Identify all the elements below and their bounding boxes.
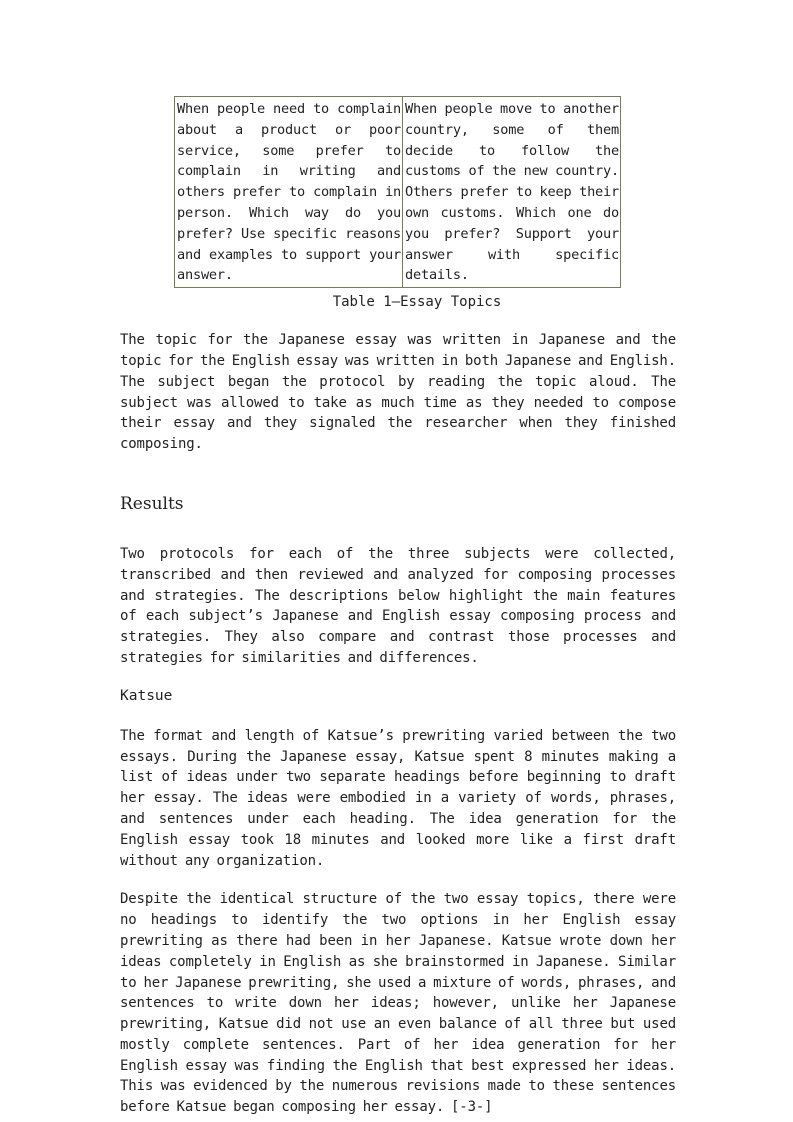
topic-cell-complaint: When people need to complain about a product or poor service, some prefer to complain in writing and others prefer to complain in person. Which way do you prefer? Use specific reasons and examples to support your answer. bbox=[175, 97, 403, 288]
paragraph-protocols: Two protocols for each of the three subjects were collected, transcribed and then reviewed and analyzed for composing processes and strategies. The descriptions below highlight the main features of each subject’s Japanese and English essay composing process and strategies. They also compare and contrast those processes and strategies for similarities and differences. bbox=[120, 545, 676, 666]
topic-cell-customs: When people move to another country, some of them decide to follow the customs of the new country. Others prefer to keep their own customs. Which one do you prefer? Support your answer with specific details. bbox=[403, 97, 621, 288]
subheading-katsue: Katsue bbox=[120, 687, 173, 704]
document-page bbox=[120, 96, 676, 1118]
essay-topics-table bbox=[174, 96, 621, 288]
paragraph-prewriting-format: The format and length of Katsue’s prewriting varied between the two essays. During the Japanese essay, Katsue spent 8 minutes making a list of ideas under two separate headings before beginning to draft her essay. The ideas were embodied in a variety of words, phrases, and sentences under each heading. The idea generation for the English essay took 18 minutes and looked more like a first draft without any organization. bbox=[120, 727, 676, 869]
paragraph-essay-structure: Despite the identical structure of the two essay topics, there were no headings to identify the two options in her English essay prewriting as there had been in her Japanese. Katsue wrote down her ideas completely in English as she brainstormed in Japanese. Similar to her Japanese prewriting, she used a mixture of words, phrases, and sentences to write down her ideas; however, unlike her Japanese prewriting, Katsue did not use an even balance of all three but used mostly complete sentences. Part of her idea generation for her English essay was finding the English that best expressed her ideas. This was evidenced by the numerous revisions made to these sentences before Katsue began composing her essay. [-3-] bbox=[120, 891, 676, 1116]
table-row bbox=[175, 97, 621, 288]
table-caption: Table 1—Essay Topics bbox=[332, 294, 502, 311]
paragraph-topic-language: The topic for the Japanese essay was written in Japanese and the topic for the English essay was written in both Japanese and English. The subject began the protocol by reading the topic aloud. The subject was allowed to take as much time as they needed to compose their essay and they signaled the researcher when they finished composing. bbox=[120, 332, 676, 453]
section-heading-results: Results bbox=[120, 493, 184, 514]
